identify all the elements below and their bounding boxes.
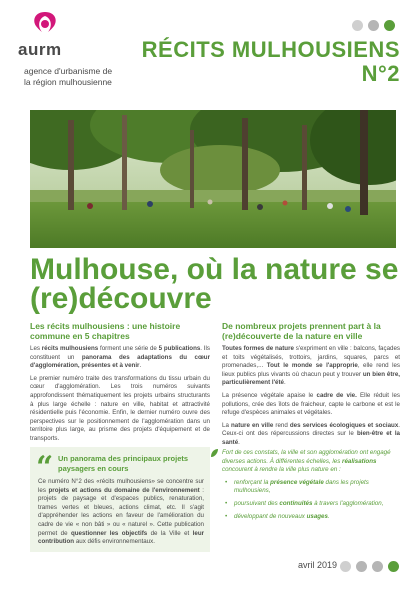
text-span: rend — [273, 421, 290, 429]
publication-date: avril 2019 — [298, 560, 338, 570]
dot-icon — [340, 561, 351, 572]
publication-title-line2: N°2 — [361, 61, 400, 86]
left-subheading: Les récits mulhousiens : une histoire commune en 5 chapitres — [30, 321, 181, 341]
park-photo — [30, 110, 396, 248]
text-bold: Tout le monde se l'approprie — [266, 362, 358, 370]
text-bold: bien-être et la santé — [222, 430, 400, 446]
text-bold: continuités — [279, 499, 313, 507]
publication-title-line1: RÉCITS MULHOUSIENS — [141, 37, 400, 62]
text-span: Les — [30, 345, 42, 352]
dot-icon — [384, 20, 395, 31]
text-span: . — [139, 362, 142, 370]
text-bold: Toutes formes de nature — [222, 345, 294, 352]
dot-icon — [352, 20, 363, 31]
text-span: concourent à rendre la ville plus nature en : — [222, 466, 341, 474]
text-span: . Ceux-ci ont des répercussions directes sur le — [222, 421, 400, 438]
dot-icon — [368, 20, 379, 31]
text-span: . Ils constituent un — [30, 345, 210, 361]
right-subheading: De nombreux projets prennent part à la (re)découverte de la nature en ville — [222, 321, 381, 341]
text-span: La présence végétale apaise le — [222, 391, 317, 399]
box-text — [38, 478, 204, 547]
box-title: Un panorama des principaux projets paysagers en cours — [58, 454, 189, 473]
leaf-icon — [210, 448, 219, 458]
logo-tagline-line1: agence d'urbanisme de — [24, 66, 113, 76]
text-bold: projets et actions du domaine de l'environnement — [48, 486, 200, 494]
list-item — [234, 479, 400, 496]
text-bold: cadre de vie. — [316, 391, 357, 399]
headline — [30, 255, 400, 313]
text-span: . — [327, 512, 330, 520]
text-span: aux défis environnementaux. — [74, 538, 155, 546]
text-span: : projets de paysage et d'espaces publics, renaturation, trames vertes et bleues, actions climat, etc. Il s'agit d'appréhender les actions en faveur de l'amélioration du cadre de vie « non bâti » ou « naturel ». Cette publication permet de — [38, 486, 204, 537]
right-body — [222, 345, 400, 452]
text-bold: questionner les objectifs — [70, 529, 148, 537]
text-span: . — [238, 438, 240, 446]
text-span: poursuivant des — [234, 499, 280, 507]
aurm-logo-icon — [30, 10, 60, 34]
dot-icon — [356, 561, 367, 572]
headline-line1: Mulhouse, où la nature se — [30, 253, 399, 286]
text-bold: présence végétale — [270, 478, 324, 486]
text-span: Fort de ces constats, la ville et son agglomération ont engagé diverses actions. À différentes échelles, les — [222, 449, 391, 465]
text-bold: leur contribution — [38, 529, 205, 546]
text-bold: panorama des adaptations du cœur d'agglomération, présentes et à venir — [30, 353, 210, 370]
text-bold: nature en ville — [230, 421, 274, 429]
text-span: renforçant la — [234, 478, 271, 486]
text-span: . — [284, 379, 286, 387]
text-span: développant de nouveaux — [234, 512, 307, 520]
headline-line2: (re)découvre — [30, 282, 212, 315]
text-span: Elle réduit les pollutions, crée des îlots de fraicheur, capte le carbone et est le refuge d'espèces animales et végétales. — [222, 391, 400, 417]
conclusion-intro — [222, 449, 400, 475]
list-item — [234, 513, 400, 522]
publication-title — [142, 38, 400, 86]
text-span: forment une série de — [98, 345, 159, 352]
text-bold: des services écologiques et sociaux — [289, 421, 399, 429]
header-dots — [352, 20, 395, 31]
dot-icon — [372, 561, 383, 572]
right-paragraph-1 — [222, 345, 400, 388]
conclusion-block — [222, 449, 400, 525]
quote-icon: “ — [36, 450, 54, 485]
logo-wordmark: aurm — [18, 40, 62, 59]
dot-icon — [388, 561, 399, 572]
text-bold: usages — [306, 512, 328, 520]
text-bold: 5 publications — [158, 345, 201, 352]
left-paragraph-1 — [30, 345, 210, 371]
list-item — [234, 500, 400, 509]
conclusion-list — [222, 479, 400, 521]
right-paragraph-2 — [222, 392, 400, 418]
text-bold: réalisations — [342, 457, 377, 465]
text-span: Ce numéro N°2 des «récits mulhousiens» se concentre sur les — [38, 478, 204, 494]
text-span: de la Ville et — [147, 529, 193, 537]
left-paragraph-2: Le premier numéro traite des transformations du tissu urbain du cœur d'agglomération. Les trois numéros suivants approfondissent thématiquement les projets urbains structurants à plus large échelle : nature en ville, habitat et attractivité résidentielle puis l'économie. Enfin, le dernier numéro ouvre des perspectives sur le positionnement de l'agglomération dans un territoire plus large, au prisme des projets d'équipement et de transports. — [30, 374, 210, 442]
text-span: à travers l'agglomération, — [312, 499, 384, 507]
left-body — [30, 345, 210, 448]
text-bold: un bien être, particulièrement l'été — [222, 370, 400, 387]
logo-tagline — [24, 66, 144, 88]
logo-tagline-line2: la région mulhousienne — [24, 77, 112, 87]
text-span: La — [222, 421, 231, 429]
right-paragraph-3 — [222, 422, 400, 448]
text-span: s'expriment en ville : balcons, façades et toits végétalisés, trottoirs, jardins, squares, parcs et promenades,... — [222, 345, 400, 370]
text-span: dans les projets mulhousiens, — [234, 478, 369, 495]
text-span: , elle rend les lieux publics plus vivants où chacun peut y trouver — [222, 362, 400, 378]
footer-dots — [340, 561, 399, 572]
text-bold: récits mulhousiens — [41, 345, 99, 352]
